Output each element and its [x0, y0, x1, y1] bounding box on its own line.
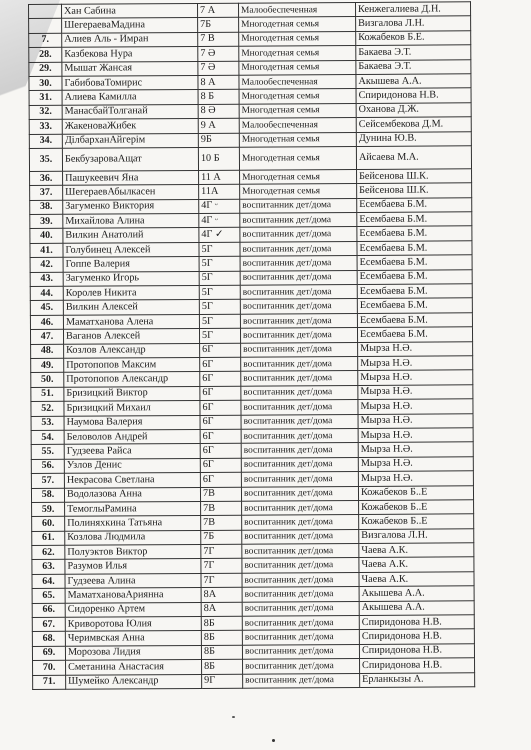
teacher-cell: Спиридонова Н.В. [359, 644, 474, 659]
class-cell: 9 А [198, 118, 239, 133]
class-cell: 8А [201, 602, 242, 617]
category-cell: воспитанник дет/дома [241, 400, 358, 415]
row-number: 57. [31, 473, 64, 488]
class-cell: 7Г [201, 544, 242, 559]
row-number: 61. [32, 531, 65, 546]
teacher-cell: Визгалова Л.Н. [359, 528, 474, 543]
class-cell: 5Г [199, 271, 240, 286]
class-cell: 7 Ә [198, 46, 239, 61]
teacher-cell: Мырза Н.Ә. [358, 385, 473, 400]
row-number: 69. [32, 646, 65, 661]
student-name: ТемоглыРамина [65, 501, 201, 516]
student-name: Вилкин Алексей [63, 300, 199, 315]
teacher-cell: Спиридонова Н.В. [359, 629, 474, 644]
student-name: Сидоренко Артем [65, 602, 201, 617]
category-cell: воспитанник дет/дома [241, 428, 358, 443]
row-number: 32. [29, 105, 62, 120]
student-name: Бризицкий Виктор [64, 386, 200, 401]
class-cell: 6Г [200, 400, 241, 415]
category-cell: воспитанник дет/дома [241, 414, 358, 429]
category-cell: воспитанник дет/дома [240, 241, 357, 256]
row-number: 65. [32, 589, 65, 604]
category-cell: воспитанник дет/дома [241, 356, 358, 371]
row-number: 68. [32, 632, 65, 647]
student-name: ШегераеваМадина [62, 18, 198, 33]
category-cell: воспитанник дет/дома [241, 486, 358, 501]
class-cell: 5Г [199, 285, 240, 300]
teacher-cell: Мырза Н.Ә. [358, 356, 473, 371]
student-name: Бризицкий Михаил [64, 401, 200, 416]
row-number: 7. [29, 33, 62, 48]
class-cell: 7Б [201, 530, 242, 545]
student-name: Загуменко Виктория [63, 199, 199, 214]
student-name: Гудзеева Райса [64, 444, 200, 459]
class-cell: 6Г [200, 343, 241, 358]
category-cell: Многодетная семья [240, 169, 357, 184]
student-name: Беловолов Андрей [64, 429, 200, 444]
row-number: 44. [30, 286, 63, 301]
teacher-cell: Оханова Д.Ж. [356, 103, 471, 118]
class-cell: 7Б [198, 18, 239, 33]
class-cell: 7 А [197, 3, 238, 18]
category-cell: Многодетная семья [239, 60, 356, 75]
row-number: 48. [31, 344, 64, 359]
row-number: 62. [32, 545, 65, 560]
category-cell: Малообеспеченная [238, 2, 355, 17]
students-table [28, 1, 475, 690]
category-cell: Многодетная семья [240, 184, 357, 199]
class-cell: 7 В [198, 32, 239, 47]
scan-speck [272, 739, 275, 742]
row-number: 55. [31, 445, 64, 460]
student-name: Козлов Александр [64, 343, 200, 358]
teacher-cell: Бейсенова Ш.К. [357, 183, 472, 198]
category-cell: воспитанник дет/дома [241, 371, 358, 386]
teacher-cell: Есембаева Б.М. [357, 327, 472, 342]
category-cell: Малообеспеченная [239, 118, 356, 133]
class-cell: 8А [201, 587, 242, 602]
student-name: Сметанина Анастасия [66, 660, 202, 675]
student-name: Гудзеева Алина [65, 573, 201, 588]
student-name: Козлова Людмила [65, 530, 201, 545]
class-cell: 7 Ә [198, 61, 239, 76]
row-number: 52. [31, 401, 64, 416]
row-number: 67. [32, 617, 65, 632]
class-cell: 7Г [201, 573, 242, 588]
class-cell: 5Г [199, 242, 240, 257]
student-name: МанасбайТолганай [62, 104, 198, 119]
row-number: 60. [32, 517, 65, 532]
class-cell: 4Г ᵕ [199, 199, 240, 214]
class-cell: 5Г [199, 314, 240, 329]
category-cell: воспитанник дет/дома [240, 285, 357, 300]
student-name: Водолазова Анна [64, 487, 200, 502]
students-table-body [29, 2, 475, 690]
class-cell: 6Г [200, 357, 241, 372]
category-cell: Малообеспеченная [239, 74, 356, 89]
category-cell: воспитанник дет/дома [242, 500, 359, 515]
class-cell: 6Г [200, 472, 241, 487]
teacher-cell: Есембаева Б.М. [357, 284, 472, 299]
category-cell: воспитанник дет/дома [240, 256, 357, 271]
class-cell: 7Г [201, 559, 242, 574]
category-cell: воспитанник дет/дома [241, 472, 358, 487]
category-cell: воспитанник дет/дома [242, 529, 359, 544]
category-cell: воспитанник дет/дома [241, 385, 358, 400]
teacher-cell: Спиридонова Н.В. [360, 658, 475, 673]
teacher-cell: Чаева А.К. [359, 572, 474, 587]
category-cell: Многодетная семья [239, 17, 356, 32]
student-name: БекбузароваАщат [62, 147, 198, 171]
teacher-cell: Мырза Н.Ә. [358, 442, 473, 457]
teacher-cell: Мырза Н.Ә. [358, 471, 473, 486]
row-number: 34. [29, 134, 62, 149]
category-cell: воспитанник дет/дома [240, 313, 357, 328]
student-name: Казбекова Нура [62, 47, 198, 62]
student-name: Морозова Лидия [65, 645, 201, 660]
class-cell: 6Г [200, 386, 241, 401]
class-cell: 8 Ә [198, 104, 239, 119]
category-cell: воспитанник дет/дома [242, 515, 359, 530]
row-number: 42. [30, 258, 63, 273]
class-cell: 8Б [201, 631, 242, 646]
category-cell: воспитанник дет/дома [242, 601, 359, 616]
row-number: 58. [31, 488, 64, 503]
table-row [29, 146, 471, 172]
teacher-cell: Дунина Ю.В. [356, 131, 471, 146]
class-cell: 8Б [201, 616, 242, 631]
student-name: Ваганов Алексей [63, 329, 199, 344]
category-cell: воспитанник дет/дома [243, 673, 360, 688]
category-cell: Многодетная семья [239, 31, 356, 46]
teacher-cell: Чаева А.К. [359, 557, 474, 572]
category-cell: Многодетная семья [239, 132, 356, 147]
teacher-cell: Кенжегалиева Д.Н. [355, 2, 470, 17]
student-name: Криворотова Юлия [65, 616, 201, 631]
teacher-cell: Чаева А.К. [359, 543, 474, 558]
teacher-cell: Есембаева Б.М. [357, 298, 472, 313]
teacher-cell: Мырза Н.Ә. [358, 457, 473, 472]
row-number: 39. [30, 214, 63, 229]
row-number: 71. [33, 675, 66, 690]
row-number: 38. [30, 200, 63, 215]
student-name: Мышат Жансая [62, 61, 198, 76]
student-name: Вилкин Анатолий [63, 228, 199, 243]
class-cell: 4Г ✓ [199, 228, 240, 243]
teacher-cell: Спиридонова Н.В. [359, 615, 474, 630]
row-number: 43. [30, 272, 63, 287]
row-number: 51. [31, 387, 64, 402]
teacher-cell: Мырза Н.Ә. [358, 341, 473, 356]
row-number: 29. [29, 62, 62, 77]
student-name: Пашукеевич Яна [63, 170, 199, 185]
teacher-cell: Мырза Н.Ә. [358, 370, 473, 385]
teacher-cell: Бейсенова Ш.К. [357, 169, 472, 184]
teacher-cell: Бакаева Э.Т. [356, 59, 471, 74]
category-cell: Многодетная семья [239, 89, 356, 104]
class-cell: 8Б [201, 645, 242, 660]
category-cell: воспитанник дет/дома [243, 659, 360, 674]
class-cell: 6Г [200, 444, 241, 459]
class-cell: 6Г [200, 372, 241, 387]
teacher-cell: Визгалова Л.Н. [356, 16, 471, 31]
class-cell: 4Г ᵕ [199, 213, 240, 228]
row-number: 50. [31, 373, 64, 388]
teacher-cell: Сейсембекова Д.М. [356, 117, 471, 132]
class-cell: 6Г [200, 429, 241, 444]
student-name: Гоппе Валерия [63, 257, 199, 272]
row-number: 64. [32, 574, 65, 589]
teacher-cell: Мырза Н.Ә. [358, 413, 473, 428]
category-cell: воспитанник дет/дома [242, 558, 359, 573]
class-cell: 6Г [200, 458, 241, 473]
student-name: Шумейко Александр [66, 674, 202, 689]
category-cell: воспитанник дет/дома [240, 213, 357, 228]
student-name: Протопопов Александр [64, 372, 200, 387]
student-name: ДілбарханАйгерім [62, 133, 198, 148]
class-cell: 5Г [199, 256, 240, 271]
category-cell: Многодетная семья [239, 103, 356, 118]
category-cell: воспитанник дет/дома [240, 299, 357, 314]
class-cell: 11А [199, 185, 240, 200]
row-number: 33. [29, 119, 62, 134]
category-cell: воспитанник дет/дома [242, 544, 359, 559]
student-name: Некрасова Светлана [64, 473, 200, 488]
teacher-cell: Акышева А.А. [359, 600, 474, 615]
row-number: 45. [30, 301, 63, 316]
student-name: Черимвская Анна [65, 631, 201, 646]
class-cell: 7В [200, 487, 241, 502]
student-name: Алиева Камилла [62, 90, 198, 105]
category-cell: воспитанник дет/дома [240, 270, 357, 285]
student-name: Загуменко Игорь [63, 271, 199, 286]
student-name: Узлов Денис [64, 458, 200, 473]
category-cell: воспитанник дет/дома [242, 644, 359, 659]
student-name: Разумов Илья [65, 559, 201, 574]
class-cell: 10 Б [198, 147, 239, 170]
class-cell: 5Г [199, 300, 240, 315]
student-name: ЖакеноваЖибек [62, 119, 198, 134]
teacher-cell: Есембаева Б.М. [357, 269, 472, 284]
category-cell: воспитанник дет/дома [241, 457, 358, 472]
category-cell: воспитанник дет/дома [242, 630, 359, 645]
category-cell: воспитанник дет/дома [240, 328, 357, 343]
teacher-cell: Есембаева Б.М. [357, 212, 472, 227]
student-name: ШегераевАбылкасен [63, 185, 199, 200]
category-cell: воспитанник дет/дома [241, 443, 358, 458]
class-cell: 8Б [202, 659, 243, 674]
category-cell: Многодетная семья [239, 46, 356, 61]
class-cell: 8 Б [198, 90, 239, 105]
student-name: Михайлова Алина [63, 214, 199, 229]
row-number: 30. [29, 76, 62, 91]
row-number: 28. [29, 47, 62, 62]
teacher-cell: Ерланкызы А. [360, 672, 475, 687]
table-row [33, 672, 475, 689]
student-name: Полиняхкина Татьяна [65, 516, 201, 531]
category-cell: воспитанник дет/дома [242, 572, 359, 587]
teacher-cell: Есембаева Б.М. [357, 226, 472, 241]
row-number: 46. [30, 315, 63, 330]
teacher-cell: Мырза Н.Ә. [358, 428, 473, 443]
category-cell: воспитанник дет/дома [241, 342, 358, 357]
row-number: 35. [29, 148, 62, 171]
student-name: Наумова Валерия [64, 415, 200, 430]
student-name: Маматханова Алена [63, 314, 199, 329]
row-number [29, 19, 62, 34]
row-number [29, 4, 62, 19]
teacher-cell: Есембаева Б.М. [357, 255, 472, 270]
row-number: 47. [30, 329, 63, 344]
row-number: 53. [31, 416, 64, 431]
class-cell: 8 А [198, 75, 239, 90]
teacher-cell: Акышева А.А. [356, 74, 471, 89]
teacher-cell: Кожабеков Б..Е [359, 500, 474, 515]
teacher-cell: Мырза Н.Ә. [358, 399, 473, 414]
teacher-cell: Акышева А.А. [359, 586, 474, 601]
category-cell: воспитанник дет/дома [240, 198, 357, 213]
student-name: Полуэктов Виктор [65, 545, 201, 560]
student-name: МаматхановаАриянна [65, 588, 201, 603]
class-cell: 11 А [199, 170, 240, 185]
student-name: ГабибоваТомирис [62, 75, 198, 90]
category-cell: воспитанник дет/дома [240, 227, 357, 242]
teacher-cell: Есембаева Б.М. [357, 241, 472, 256]
class-cell: 9Г [202, 674, 243, 689]
class-cell: 6Г [200, 415, 241, 430]
row-number: 59. [32, 502, 65, 517]
row-number: 54. [31, 430, 64, 445]
row-number: 41. [30, 243, 63, 258]
row-number: 49. [31, 358, 64, 373]
student-name: Алиев Аль - Имран [62, 32, 198, 47]
teacher-cell: Айсаева М.А. [356, 146, 471, 170]
student-name: Голубинец Алексей [63, 242, 199, 257]
teacher-cell: Есембаева Б.М. [357, 197, 472, 212]
class-cell: 7В [201, 501, 242, 516]
class-cell: 9Б [198, 133, 239, 148]
teacher-cell: Кожабеков Б.Е. [356, 31, 471, 46]
teacher-cell: Спиридонова Н.В. [356, 88, 471, 103]
row-number: 40. [30, 229, 63, 244]
category-cell: воспитанник дет/дома [242, 616, 359, 631]
student-name: Королев Никита [63, 285, 199, 300]
row-number: 36. [30, 171, 63, 186]
teacher-cell: Есембаева Б.М. [357, 313, 472, 328]
student-name: Хан Сабина [62, 3, 198, 18]
category-cell: Многодетная семья [239, 146, 356, 170]
teacher-cell: Бакаева Э.Т. [356, 45, 471, 60]
category-cell: воспитанник дет/дома [242, 587, 359, 602]
row-number: 31. [29, 91, 62, 106]
class-cell: 5Г [199, 328, 240, 343]
row-number: 66. [32, 603, 65, 618]
scan-speck [232, 716, 235, 718]
student-name: Протопопов Максим [64, 357, 200, 372]
row-number: 56. [31, 459, 64, 474]
row-number: 70. [33, 660, 66, 675]
class-cell: 7В [201, 515, 242, 530]
row-number: 63. [32, 560, 65, 575]
teacher-cell: Кожабеков Б..Е [358, 485, 473, 500]
teacher-cell: Кожабеков Б..Е [359, 514, 474, 529]
row-number: 37. [30, 186, 63, 201]
